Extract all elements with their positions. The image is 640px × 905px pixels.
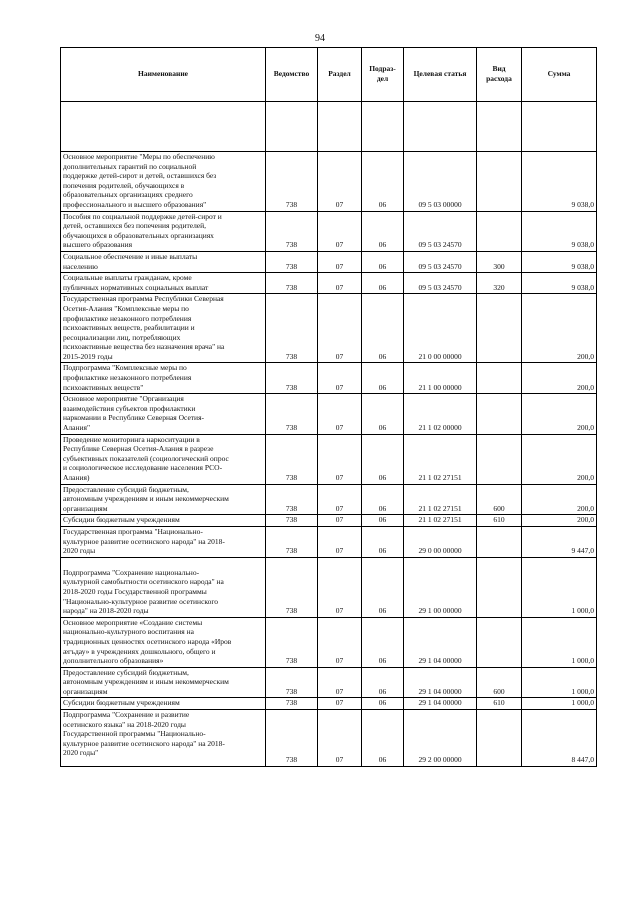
row-sum: 200,0: [522, 515, 597, 527]
row-subsection: 06: [362, 251, 404, 272]
row-department: 738: [266, 434, 318, 484]
row-subsection: 06: [362, 667, 404, 698]
row-sum: 1 000,0: [522, 617, 597, 667]
table-row: [61, 526, 597, 557]
row-expense-type: [477, 363, 522, 394]
row-target-article: 21 1 00 00000: [404, 363, 477, 394]
table-row: [61, 434, 597, 484]
budget-table: [60, 47, 597, 767]
row-subsection: 06: [362, 526, 404, 557]
row-subsection: 06: [362, 515, 404, 527]
row-expense-type: 600: [477, 667, 522, 698]
row-department: 738: [266, 251, 318, 272]
header-target-article: Целевая статья: [404, 48, 477, 102]
table-row: [61, 667, 597, 698]
row-name: Предоставление субсидий бюджетным, автономным учреждениям и иным некоммерческим организациям: [61, 484, 266, 515]
table-header-row: [61, 48, 597, 102]
row-sum: 8 447,0: [522, 710, 597, 767]
table-row: [61, 152, 597, 212]
row-department: 738: [266, 617, 318, 667]
row-section: 07: [318, 698, 362, 710]
table-row: [61, 273, 597, 294]
table-row: [61, 294, 597, 363]
row-target-article: 21 1 02 27151: [404, 434, 477, 484]
row-name: Государственная программа Республики Северная Осетия-Алания "Комплексные меры по профилактике незаконного потребления психоактивных веществ, реабилитации и ресоциализации лиц, потребляющих психоактивные вещества без назначения врача" на 2015-2019 годы: [61, 294, 266, 363]
row-expense-type: [477, 557, 522, 617]
row-name: Субсидии бюджетным учреждениям: [61, 698, 266, 710]
row-subsection: 06: [362, 363, 404, 394]
row-expense-type: [477, 152, 522, 212]
row-target-article: 21 0 00 00000: [404, 294, 477, 363]
row-subsection: 06: [362, 617, 404, 667]
row-target-article: 29 1 04 00000: [404, 698, 477, 710]
row-department: 738: [266, 710, 318, 767]
row-section: 07: [318, 710, 362, 767]
table-row: [61, 515, 597, 527]
row-name: Субсидии бюджетным учреждениям: [61, 515, 266, 527]
row-section: 07: [318, 667, 362, 698]
row-sum: 200,0: [522, 394, 597, 434]
row-expense-type: [477, 294, 522, 363]
row-name: Подпрограмма "Комплексные меры по профилактике незаконного потребления психоактивных веществ": [61, 363, 266, 394]
row-section: 07: [318, 294, 362, 363]
header-section: Раздел: [318, 48, 362, 102]
row-name: Пособия по социальной поддержке детей-сирот и детей, оставшихся без попечения родителей, обучающихся в образовательных организациях высшего образования: [61, 211, 266, 251]
row-expense-type: [477, 394, 522, 434]
row-name: Государственная программа "Национально- культурное развитие осетинского народа" на 2018- 2020 годы: [61, 526, 266, 557]
row-name: Основное мероприятие «Создание системы национально-культурного воспитания на традиционных ценностях осетинского народа «Иров æгъдау» в учреждениях дошкольного, общего и дополнительного образования»: [61, 617, 266, 667]
row-sum: 9 038,0: [522, 273, 597, 294]
row-target-article: 21 1 02 27151: [404, 515, 477, 527]
row-expense-type: [477, 617, 522, 667]
row-sum: 200,0: [522, 484, 597, 515]
row-department: 738: [266, 394, 318, 434]
row-expense-type: 600: [477, 484, 522, 515]
row-department: 738: [266, 484, 318, 515]
table-row: [61, 710, 597, 767]
row-target-article: 09 5 03 24570: [404, 251, 477, 272]
row-subsection: 06: [362, 698, 404, 710]
table-row: [61, 484, 597, 515]
row-target-article: 21 1 02 00000: [404, 394, 477, 434]
row-name: Подпрограмма "Сохранение и развитие осетинского языка" на 2018-2020 годы Государственной программы "Национально- культурное развитие осетинского народа" на 2018- 2020 годы": [61, 710, 266, 767]
row-expense-type: 610: [477, 698, 522, 710]
row-subsection: 06: [362, 273, 404, 294]
row-target-article: 09 5 03 24570: [404, 273, 477, 294]
row-name: Проведение мониторинга наркоситуации в Республике Северная Осетия-Алания в разрезе субъективных показателей (социологический опрос и социологическое исследование населения РСО- Алания): [61, 434, 266, 484]
row-expense-type: [477, 710, 522, 767]
page-number: 94: [315, 33, 325, 44]
row-sum: 9 038,0: [522, 251, 597, 272]
row-target-article: 29 2 00 00000: [404, 710, 477, 767]
row-target-article: 21 1 02 27151: [404, 484, 477, 515]
table-row: [61, 617, 597, 667]
row-department: 738: [266, 273, 318, 294]
row-expense-type: [477, 434, 522, 484]
row-section: 07: [318, 434, 362, 484]
row-section: 07: [318, 526, 362, 557]
table-row: [61, 698, 597, 710]
row-sum: 200,0: [522, 294, 597, 363]
row-subsection: 06: [362, 710, 404, 767]
row-section: 07: [318, 515, 362, 527]
row-target-article: 09 5 03 00000: [404, 152, 477, 212]
table-row: [61, 251, 597, 272]
row-section: 07: [318, 394, 362, 434]
row-name: Предоставление субсидий бюджетным, автономным учреждениям и иным некоммерческим организациям: [61, 667, 266, 698]
row-target-article: 29 1 00 00000: [404, 557, 477, 617]
row-department: 738: [266, 515, 318, 527]
row-target-article: 29 1 04 00000: [404, 667, 477, 698]
row-sum: 1 000,0: [522, 698, 597, 710]
row-section: 07: [318, 211, 362, 251]
row-subsection: 06: [362, 484, 404, 515]
row-department: 738: [266, 698, 318, 710]
row-name: Социальное обеспечение и иные выплаты населению: [61, 251, 266, 272]
row-name: Основное мероприятие "Меры по обеспечению дополнительных гарантий по социальной поддержке детей-сирот и детей, оставшихся без попечения родителей, обучающихся в образовательных организациях среднего профессионального и высшего образования": [61, 152, 266, 212]
table-row: [61, 363, 597, 394]
row-section: 07: [318, 251, 362, 272]
row-target-article: 29 1 04 00000: [404, 617, 477, 667]
row-subsection: 06: [362, 394, 404, 434]
row-section: 07: [318, 484, 362, 515]
table-row: [61, 394, 597, 434]
row-department: 738: [266, 294, 318, 363]
row-target-article: 29 0 00 00000: [404, 526, 477, 557]
row-sum: 1 000,0: [522, 667, 597, 698]
row-subsection: 06: [362, 557, 404, 617]
row-sum: 1 000,0: [522, 557, 597, 617]
row-department: 738: [266, 557, 318, 617]
row-expense-type: 300: [477, 251, 522, 272]
header-sum: Сумма: [522, 48, 597, 102]
header-department: Ведомство: [266, 48, 318, 102]
row-department: 738: [266, 363, 318, 394]
row-sum: 9 447,0: [522, 526, 597, 557]
row-name: Подпрограмма "Сохранение национально- культурной самобытности осетинского народа" на 2018-2020 годы Государственной программы "Национально-культурное развитие осетинского народа" на 2018-2020 годы: [61, 557, 266, 617]
row-target-article: 09 5 03 24570: [404, 211, 477, 251]
row-name: Основное мероприятие "Организация взаимодействия субъектов профилактики наркомании в Республике Северная Осетия- Алания": [61, 394, 266, 434]
row-department: 738: [266, 152, 318, 212]
row-expense-type: [477, 526, 522, 557]
row-expense-type: 610: [477, 515, 522, 527]
row-expense-type: [477, 211, 522, 251]
header-subsection: Подраз- дел: [362, 48, 404, 102]
spacer-row: [61, 102, 597, 152]
row-expense-type: 320: [477, 273, 522, 294]
row-subsection: 06: [362, 434, 404, 484]
row-section: 07: [318, 617, 362, 667]
row-subsection: 06: [362, 294, 404, 363]
table-row: [61, 211, 597, 251]
row-subsection: 06: [362, 152, 404, 212]
row-sum: 200,0: [522, 363, 597, 394]
row-department: 738: [266, 667, 318, 698]
header-expense-type: Вид расхода: [477, 48, 522, 102]
row-department: 738: [266, 526, 318, 557]
row-section: 07: [318, 152, 362, 212]
table-row: [61, 557, 597, 617]
row-sum: 200,0: [522, 434, 597, 484]
row-section: 07: [318, 273, 362, 294]
header-name: Наименование: [61, 48, 266, 102]
row-sum: 9 038,0: [522, 152, 597, 212]
row-section: 07: [318, 363, 362, 394]
row-name: Социальные выплаты гражданам, кроме публичных нормативных социальных выплат: [61, 273, 266, 294]
row-section: 07: [318, 557, 362, 617]
row-department: 738: [266, 211, 318, 251]
row-sum: 9 038,0: [522, 211, 597, 251]
row-subsection: 06: [362, 211, 404, 251]
